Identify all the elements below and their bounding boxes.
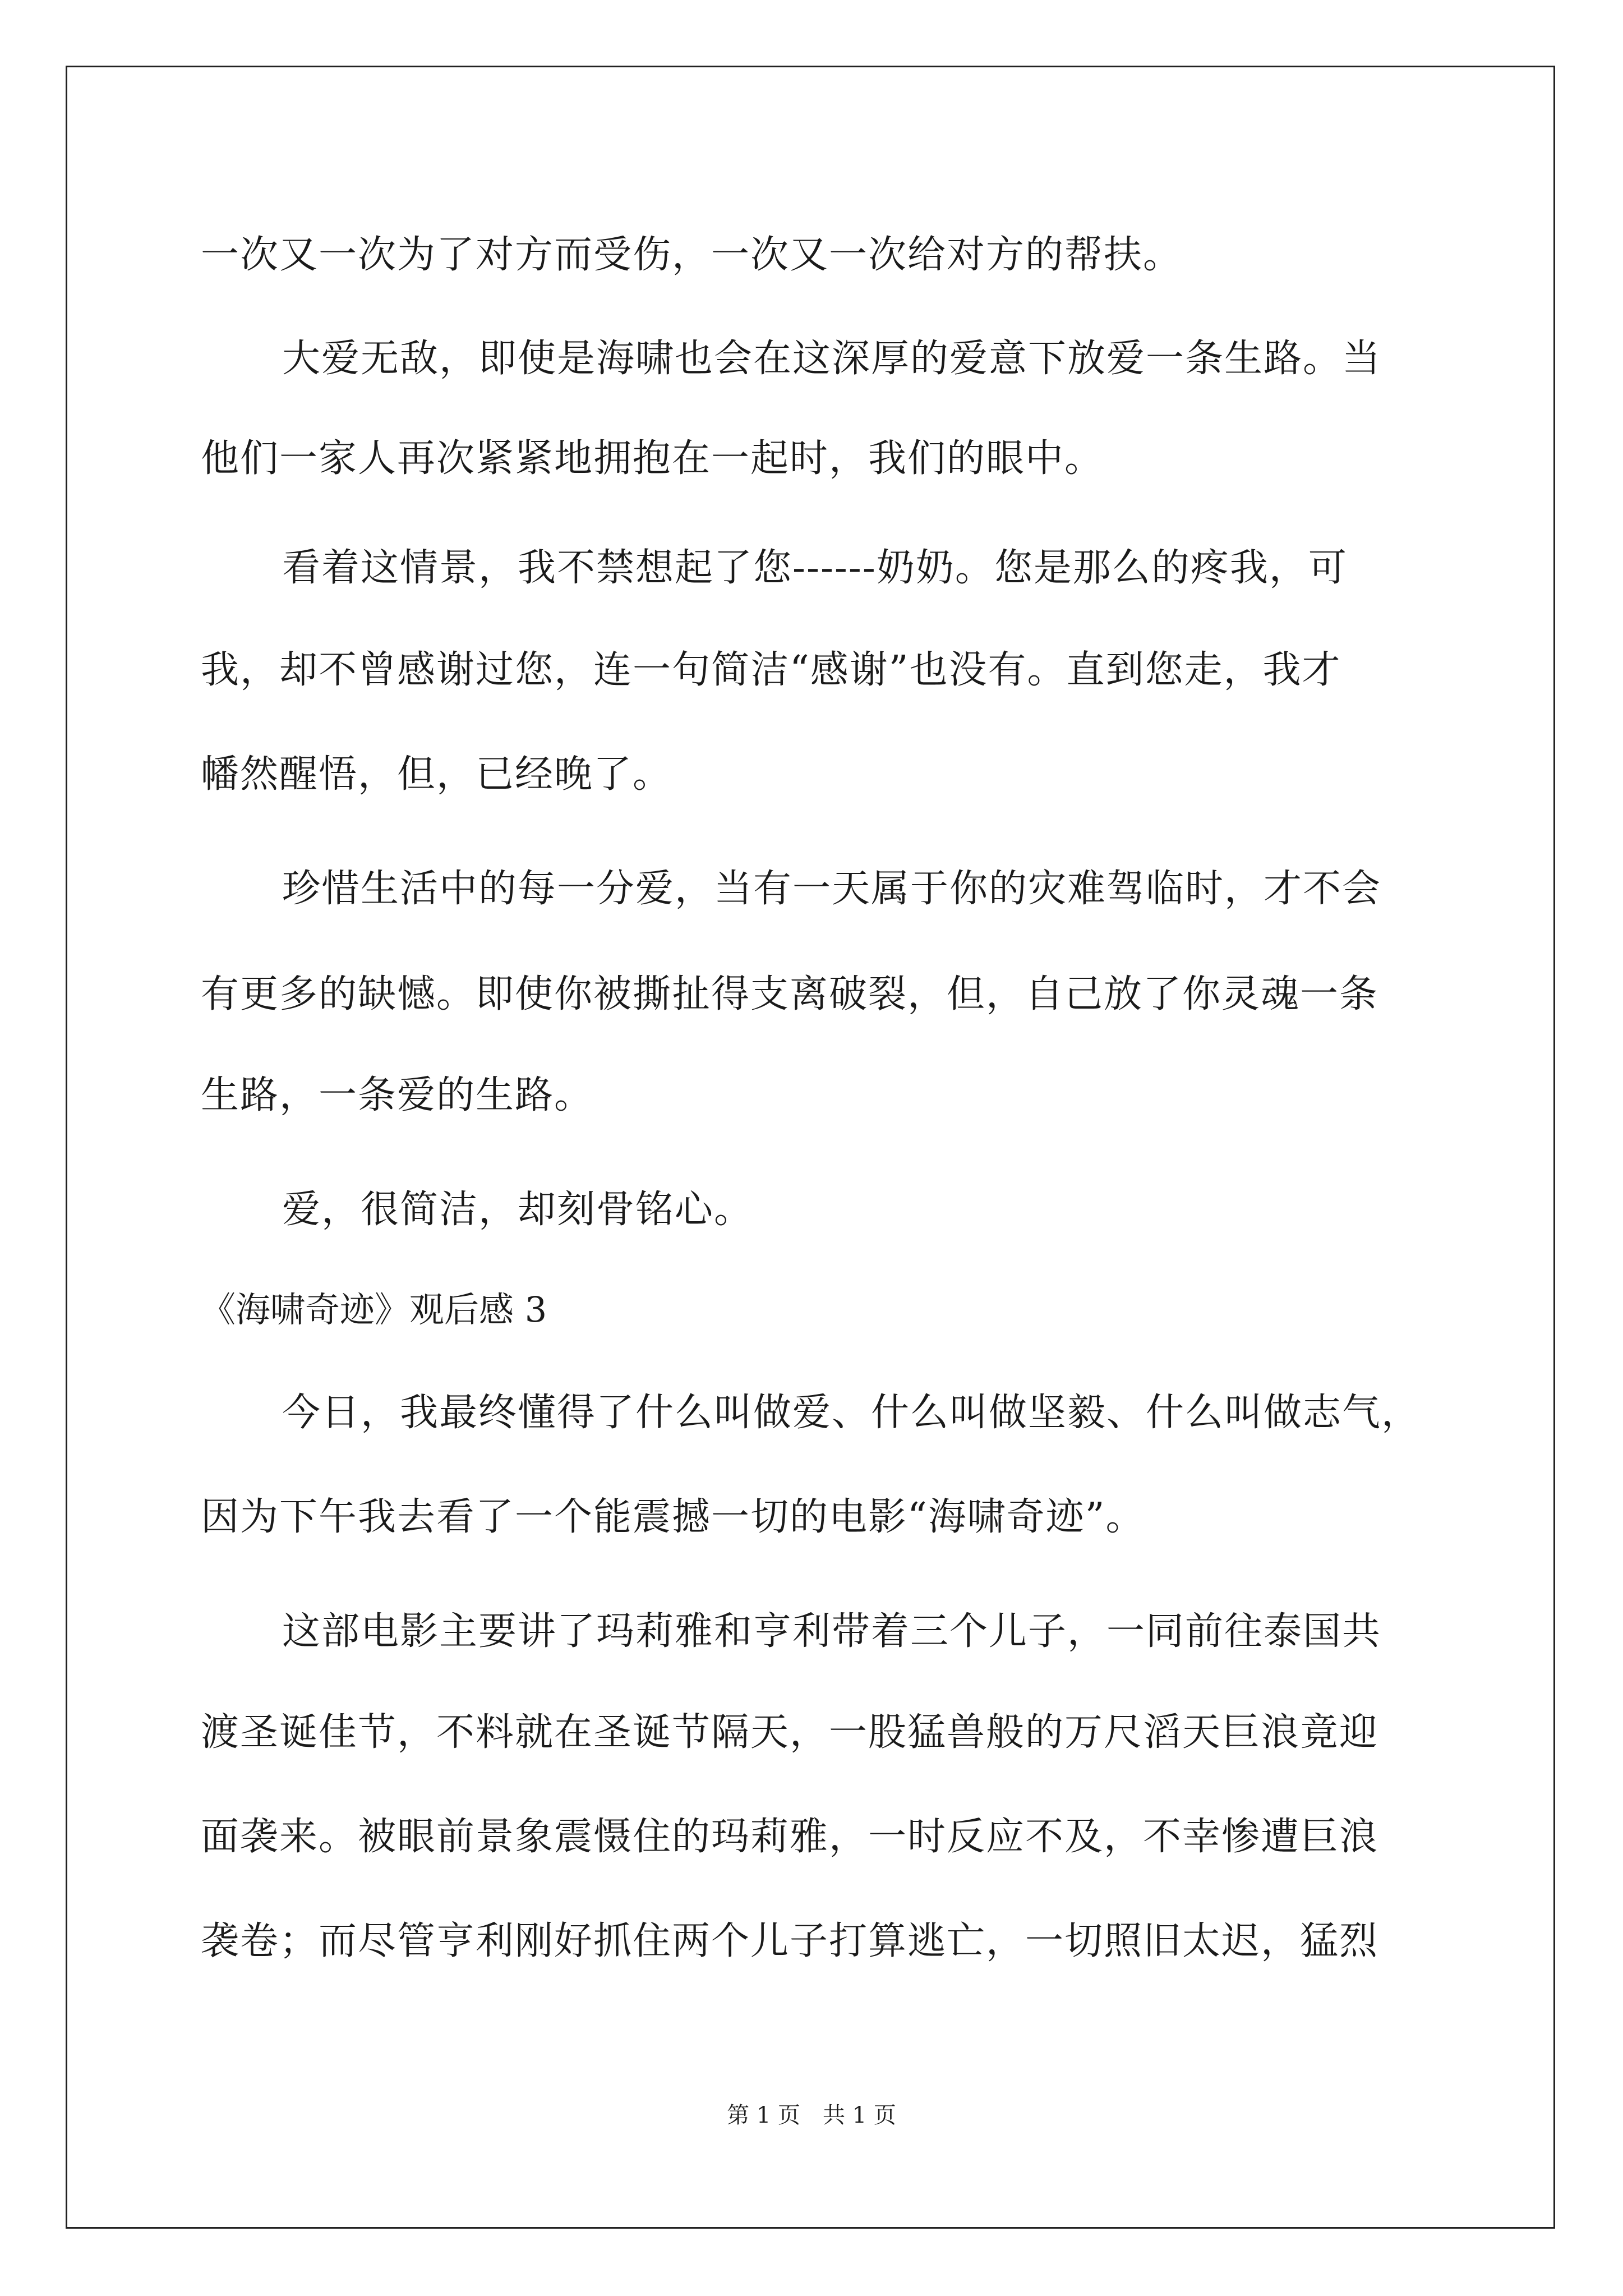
text-line-7: 珍惜生活中的每一分爱，当有一天属于你的灾难驾临时，才不会 [282,867,1382,911]
text-line-2: 大爱无敌，即使是海啸也会在这深厚的爱意下放爱一条生路。当 [282,337,1382,381]
text-line-11: 今日，我最终懂得了什么叫做爱、什么叫做坚毅、什么叫做志气， [282,1391,1421,1435]
text-line-10: 爱，很简洁，却刻骨铭心。 [282,1188,754,1232]
text-line-3: 他们一家人再次紧紧地拥抱在一起时，我们的眼中。 [201,436,1104,481]
text-line-8: 有更多的缺憾。即使你被撕扯得支离破裂，但，自己放了你灵魂一条 [201,972,1379,1016]
text-line-13: 这部电影主要讲了玛莉雅和亨利带着三个儿子，一同前往泰国共 [282,1609,1382,1654]
text-line-9: 生路，一条爱的生路。 [201,1073,594,1117]
text-line-4: 看着这情景，我不禁想起了您------奶奶。您是那么的疼我，可 [282,546,1348,590]
section-heading: 《海啸奇迹》观后感 3 [201,1289,547,1330]
text-line-15: 面袭来。被眼前景象震慑住的玛莉雅，一时反应不及，不幸惨遭巨浪 [201,1815,1379,1859]
text-line-6: 幡然醒悟，但，已经晚了。 [201,752,672,797]
text-line-12: 因为下午我去看了一个能震撼一切的电影“海啸奇迹”。 [201,1495,1145,1539]
page-border [66,66,1555,2229]
text-line-16: 袭卷；而尽管亨利刚好抓住两个儿子打算逃亡，一切照旧太迟，猛烈 [201,1919,1379,1963]
page-footer: 第 1 页 共 1 页 [727,2102,896,2128]
text-line-1: 一次又一次为了对方而受伤，一次又一次给对方的帮扶。 [201,233,1183,277]
text-line-5: 我，却不曾感谢过您，连一句简洁“感谢”也没有。直到您走，我才 [201,648,1341,692]
text-line-14: 渡圣诞佳节，不料就在圣诞节隔天，一股猛兽般的万尺滔天巨浪竟迎 [201,1710,1379,1755]
